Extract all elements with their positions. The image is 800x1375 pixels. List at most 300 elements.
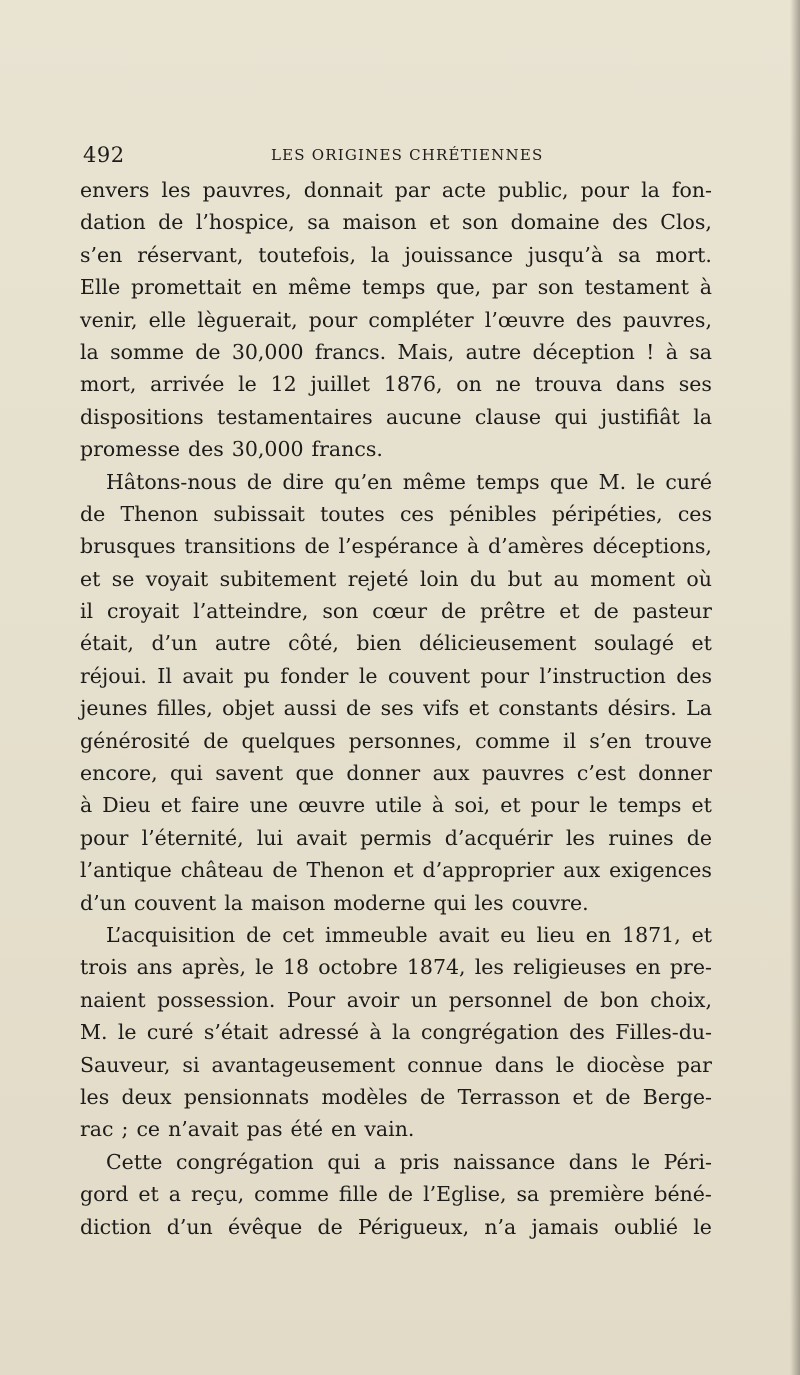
word: de (346, 696, 372, 721)
word: temps (476, 469, 540, 494)
word: avantageusement (211, 1052, 396, 1077)
word: d’amères (487, 534, 584, 559)
word: aucune (386, 404, 462, 429)
word: utile (375, 793, 422, 818)
text-line (80, 822, 712, 854)
word: bon (600, 987, 639, 1012)
word: même (288, 275, 352, 300)
word: Dieu (102, 793, 151, 818)
word: constants (498, 696, 599, 721)
text-line (80, 984, 712, 1016)
word: œuvre (298, 793, 366, 818)
word: donner (346, 761, 421, 786)
word: temps (361, 275, 426, 300)
word: temps (617, 793, 682, 818)
text-line (80, 206, 712, 238)
word: la (641, 178, 660, 202)
word: Terrasson (457, 1084, 561, 1109)
word: L’acquisition (106, 922, 236, 947)
word: Cette (106, 1149, 163, 1174)
word: dire (282, 469, 325, 494)
word: sa (307, 210, 331, 235)
word: couvre. (511, 890, 589, 915)
word: et (393, 858, 414, 883)
word: de (686, 825, 712, 850)
word: deux (121, 1084, 172, 1109)
word: lieu (536, 922, 575, 947)
text-line (80, 1049, 712, 1081)
word: le (589, 793, 608, 818)
page-header (83, 143, 713, 171)
word: sa (689, 339, 712, 364)
word: première (549, 1182, 645, 1207)
text-line (80, 919, 712, 951)
word: les (161, 178, 191, 202)
word: comme (254, 1182, 329, 1207)
word: pauvres, (202, 178, 292, 202)
word: permis (360, 825, 432, 850)
word: et (500, 793, 521, 818)
word: péripéties, (551, 501, 663, 526)
word: à (699, 275, 712, 300)
word: les (474, 955, 504, 980)
body-text (80, 174, 712, 1243)
word: c’est (576, 761, 626, 786)
word: de (317, 1214, 343, 1239)
word: adressé (278, 1020, 360, 1045)
word: son (537, 275, 574, 300)
word: le (636, 469, 656, 494)
word: objet (222, 696, 275, 721)
word: avait (438, 922, 490, 947)
word: des (569, 1020, 605, 1045)
text-line (80, 789, 712, 821)
word: naient (80, 987, 146, 1012)
word: ses (380, 696, 414, 721)
word: trouve (644, 728, 712, 753)
word: Pour (286, 987, 336, 1012)
text-line (80, 1016, 712, 1048)
word: congrégation (176, 1149, 314, 1174)
word: dans (494, 1052, 544, 1077)
word: choix, (650, 987, 712, 1012)
word: un (410, 987, 438, 1012)
word: la (80, 339, 99, 364)
word: donner (638, 761, 712, 786)
word: par (491, 275, 528, 300)
word: pasteur (632, 599, 712, 624)
word: château (180, 858, 264, 883)
word: qui (433, 890, 467, 915)
word: s’en (80, 242, 123, 267)
word: a (373, 1149, 387, 1174)
word: Clos, (660, 210, 712, 235)
word: et (160, 793, 182, 818)
word: 1876, (383, 372, 443, 397)
word: personnes, (348, 728, 463, 753)
word: de (246, 922, 272, 947)
word: réjoui. (80, 663, 147, 688)
word: pu (243, 663, 270, 688)
word: La (686, 696, 712, 721)
word: fon- (671, 178, 712, 202)
word: l’éternité, (141, 825, 244, 850)
word: somme (110, 339, 184, 364)
word: Elle (80, 275, 121, 300)
word: et (138, 1182, 159, 1207)
word: où (686, 566, 712, 591)
word: Péri- (663, 1149, 712, 1174)
word: que (295, 761, 334, 786)
word: qui (327, 1149, 361, 1174)
text-line (80, 757, 712, 789)
word: vain. (364, 1117, 415, 1142)
word: en (635, 955, 661, 980)
word: rejeté (347, 566, 409, 591)
word: savent (215, 761, 284, 786)
text-line (80, 660, 712, 692)
word: d’un (151, 631, 198, 656)
text-line (80, 951, 712, 983)
text-line (80, 530, 712, 562)
word: s’en (589, 728, 632, 753)
word: par (676, 1052, 712, 1077)
word: l’atteindre, (193, 599, 309, 624)
word: réservant, (137, 242, 244, 267)
word: elle (148, 307, 187, 332)
word: transitions (184, 534, 296, 559)
text-line (80, 1211, 712, 1243)
word: l’Eglise, (423, 1182, 507, 1207)
word: toutefois, (258, 242, 356, 267)
word: en (252, 275, 278, 300)
word: jusqu’à (527, 242, 604, 267)
word: Filles-du- (615, 1020, 712, 1045)
word: croyait (107, 599, 180, 624)
word: et (691, 631, 712, 656)
text-line (80, 725, 712, 757)
word: en (585, 922, 612, 947)
text-line (80, 239, 712, 271)
text-line (80, 692, 712, 724)
word: l’instruction (539, 663, 666, 688)
text-line (80, 304, 712, 336)
word: une (249, 793, 289, 818)
word: la (370, 242, 390, 267)
word: ans (136, 955, 173, 980)
word: naissance (453, 1149, 556, 1174)
word: ses (678, 372, 712, 397)
word: déception (532, 339, 635, 364)
word: des (612, 210, 648, 235)
word: bien (356, 631, 402, 656)
word: 30,000 (231, 339, 304, 364)
text-line (80, 498, 712, 530)
word: pour (580, 178, 630, 202)
word: des (676, 663, 712, 688)
word: M. (80, 1020, 108, 1045)
word: Thenon (120, 501, 199, 526)
word: subitement (219, 566, 337, 591)
word: le (117, 1020, 137, 1045)
word: pauvres, (622, 307, 712, 332)
word: les (565, 825, 596, 850)
word: 12 (270, 372, 297, 397)
text-line (80, 433, 712, 465)
word: voyait (145, 566, 209, 591)
word: était, (80, 631, 134, 656)
text-line (80, 466, 712, 498)
word: béné- (654, 1182, 712, 1207)
text-line (80, 854, 712, 886)
text-line (80, 368, 712, 400)
text-line (80, 271, 712, 303)
word: francs. (314, 339, 387, 364)
word: déceptions, (592, 534, 712, 559)
running-title: LES ORIGINES CHRÉTIENNES (271, 146, 544, 164)
word: au (553, 566, 579, 591)
word: connue (407, 1052, 483, 1077)
word: de (563, 987, 589, 1012)
word: possession. (157, 987, 276, 1012)
word: brusques (80, 534, 176, 559)
word: personnel (448, 987, 552, 1012)
word: son (462, 210, 499, 235)
word: dans (615, 372, 665, 397)
word: avait (182, 663, 234, 688)
word: qui (169, 761, 203, 786)
word: diction (80, 1214, 152, 1239)
word: soi, (454, 793, 491, 818)
word: on (456, 372, 482, 397)
word: 18 (283, 955, 310, 980)
word: de (593, 599, 619, 624)
word: envers (80, 178, 150, 202)
word: de (605, 1084, 631, 1109)
word: son (322, 599, 359, 624)
word: ruines (608, 825, 674, 850)
word: Berge- (642, 1084, 712, 1109)
text-line (80, 174, 712, 206)
word: et (429, 210, 450, 235)
word: pauvres (481, 761, 565, 786)
word: de (304, 534, 330, 559)
word: curé (665, 469, 712, 494)
word: maison (342, 210, 417, 235)
word: sa (617, 242, 641, 267)
word: promesse (80, 437, 181, 462)
word: pour (530, 793, 580, 818)
word: lui (256, 825, 284, 850)
word: n’avait (168, 1117, 239, 1142)
word: la (693, 404, 712, 429)
word: et (691, 922, 712, 947)
word: de (387, 1182, 414, 1207)
word: de (272, 858, 298, 883)
word: couvent (134, 890, 217, 915)
word: et (691, 793, 712, 818)
word: sa (516, 1182, 540, 1207)
word: quelques (241, 728, 336, 753)
word: moderne (333, 890, 426, 915)
word: rac (80, 1117, 114, 1142)
word: Mais, (397, 339, 455, 364)
word: promettait (130, 275, 242, 300)
word: dispositions (80, 404, 204, 429)
word: cœur (372, 599, 428, 624)
word: côté, (288, 631, 339, 656)
word: de (440, 599, 467, 624)
word: fille (338, 1182, 378, 1207)
word: prêtre (480, 599, 546, 624)
word: le (358, 663, 378, 688)
word: des (575, 307, 612, 332)
word: congrégation (421, 1020, 559, 1045)
word: religieuses (513, 955, 627, 980)
word: que, (436, 275, 482, 300)
word: que (549, 469, 589, 494)
text-line (80, 1146, 712, 1178)
word: délicieusement (418, 631, 577, 656)
word: aux (563, 858, 601, 883)
word: eu (500, 922, 526, 947)
word: faire (191, 793, 240, 818)
word: le (693, 1214, 712, 1239)
page-number: 492 (83, 143, 125, 167)
word: avait (296, 825, 347, 850)
word: exigences (609, 858, 712, 883)
word: donnait (303, 178, 383, 202)
text-line (80, 595, 712, 627)
word: cet (282, 922, 315, 947)
text-line (80, 1113, 712, 1145)
word: pre- (669, 955, 712, 980)
word: n’a (484, 1214, 517, 1239)
word: et (572, 1084, 593, 1109)
word: à (80, 793, 93, 818)
text-line (80, 401, 712, 433)
word: autre (465, 339, 522, 364)
word: M. (598, 469, 627, 494)
word: se (111, 566, 135, 591)
word: d’un (166, 1214, 213, 1239)
word: ces (399, 501, 435, 526)
word: Thenon (306, 858, 385, 883)
word: gord (80, 1182, 129, 1207)
word: justifiât (600, 404, 680, 429)
word: d’approprier (422, 858, 555, 883)
word: diocèse (586, 1052, 665, 1077)
word: du (469, 566, 497, 591)
word: d’acquérir (444, 825, 553, 850)
word: acte (441, 178, 486, 202)
word: reçu, (190, 1182, 245, 1207)
word: testament (584, 275, 689, 300)
word: curé (146, 1020, 194, 1045)
word: il (80, 599, 94, 624)
word: avoir (346, 987, 400, 1012)
word: soulagé (593, 631, 674, 656)
word: trouva (534, 372, 603, 397)
word: pénibles (449, 501, 537, 526)
word: ! (646, 339, 655, 364)
text-line (80, 1178, 712, 1210)
word: ne (495, 372, 521, 397)
word: moment (590, 566, 676, 591)
word: et (468, 696, 490, 721)
word: de (80, 501, 106, 526)
word: l’œuvre (484, 307, 565, 332)
word: après, (181, 955, 247, 980)
word: désirs. (607, 696, 677, 721)
word: octobre (318, 955, 398, 980)
word: subissait (213, 501, 305, 526)
word: des (188, 437, 224, 462)
word: couvent (387, 663, 471, 688)
word: générosité (80, 728, 191, 753)
word: francs. (311, 437, 383, 462)
word: mort, (80, 372, 137, 397)
word: autre (215, 631, 271, 656)
word: loin (419, 566, 459, 591)
word: toutes (320, 501, 385, 526)
word: Périgueux, (358, 1214, 470, 1239)
word: pour (480, 663, 529, 688)
word: Il (157, 663, 172, 688)
word: a (168, 1182, 181, 1207)
word: de (246, 469, 273, 494)
word: compléter (368, 307, 474, 332)
word: le (238, 372, 257, 397)
word: dans (568, 1149, 618, 1174)
word: vifs (423, 696, 460, 721)
word: ce (136, 1117, 161, 1142)
word: but (507, 566, 543, 591)
word: de (420, 1084, 446, 1109)
word: dation (80, 210, 146, 235)
word: s’était (203, 1020, 269, 1045)
word: pensionnats (183, 1084, 310, 1109)
word: de (158, 210, 184, 235)
word: été (290, 1117, 323, 1142)
word: Sauveur, (80, 1052, 171, 1077)
word: clause (474, 404, 542, 429)
word: jouissance (404, 242, 514, 267)
word: comme (475, 728, 550, 753)
word: qu’en (334, 469, 393, 494)
word: aussi (283, 696, 337, 721)
word: arrivée (150, 372, 225, 397)
word: 1874, (406, 955, 466, 980)
word: venir, (80, 307, 138, 332)
word: jamais (531, 1214, 599, 1239)
text-line (80, 336, 712, 368)
word: pour (80, 825, 129, 850)
word: 1871, (622, 922, 681, 947)
word: de (203, 728, 229, 753)
word: et (559, 599, 580, 624)
word: Hâtons-nous (106, 469, 237, 494)
word: par (394, 178, 430, 202)
word: les (80, 1084, 110, 1109)
word: aux (432, 761, 470, 786)
word: de (195, 339, 221, 364)
word: trois (80, 955, 128, 980)
word: le (631, 1149, 651, 1174)
word: même (402, 469, 466, 494)
word: public, (498, 178, 569, 202)
word: pour (308, 307, 358, 332)
